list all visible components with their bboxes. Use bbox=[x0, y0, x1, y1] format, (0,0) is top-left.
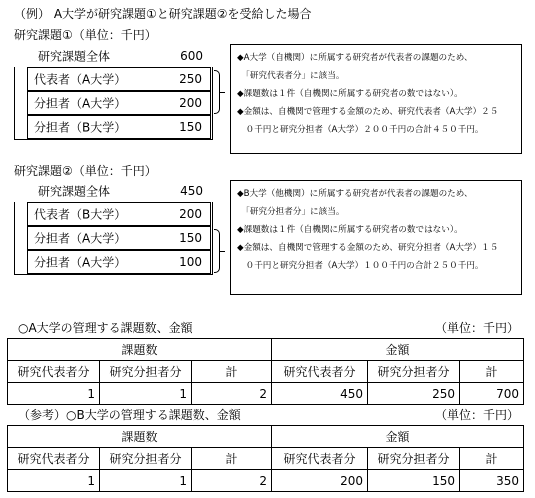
tableB-unit: （単位：千円） bbox=[434, 408, 519, 422]
table-row bbox=[8, 426, 524, 448]
note-line: 「研究代表者分」に該当。 bbox=[237, 71, 345, 81]
tableA-title: ○A大学の管理する課題数、金額 bbox=[18, 321, 193, 335]
note-line: ◆金額は、自機関で管理する金額のため、研究分担者（A大学）１５ bbox=[237, 243, 499, 253]
table-cell: 700 bbox=[460, 383, 524, 405]
column-header: 研究分担者分 bbox=[100, 448, 192, 470]
column-header: 研究代表者分 bbox=[8, 448, 100, 470]
tableB-group-amount: 金額 bbox=[272, 426, 524, 448]
column-header: 計 bbox=[460, 448, 524, 470]
column-header: 研究分担者分 bbox=[368, 448, 460, 470]
column-header: 研究分担者分 bbox=[100, 361, 192, 383]
note-line: ◆金額は、自機関で管理する金額のため、研究代表者（A大学）２５ bbox=[237, 107, 499, 117]
tableB-group-count: 課題数 bbox=[8, 426, 272, 448]
case1-notes bbox=[230, 44, 522, 154]
case2-row-partner-a1 bbox=[27, 226, 211, 250]
case2-row-label: 分担者（A大学） bbox=[34, 255, 127, 270]
table-cell: 2 bbox=[192, 383, 272, 405]
table-cell: 250 bbox=[368, 383, 460, 405]
note-line: ０千円と研究分担者（A大学）２００千円の合計４５０千円。 bbox=[237, 125, 484, 135]
case2-row-total bbox=[14, 180, 213, 202]
case2-row-partner-a2 bbox=[27, 250, 211, 274]
column-header: 研究代表者分 bbox=[272, 448, 368, 470]
note-line: ◆課題数は１件（自機関に所属する研究者の数ではない）。 bbox=[237, 225, 463, 235]
note-line: ◆課題数は１件（自機関に所属する研究者の数ではない）。 bbox=[237, 89, 463, 99]
table-row bbox=[8, 339, 524, 361]
table-row bbox=[8, 361, 524, 383]
column-header: 研究代表者分 bbox=[8, 361, 100, 383]
table-cell: 1 bbox=[100, 470, 192, 492]
case1-row-partner-b bbox=[27, 115, 211, 139]
table-row bbox=[8, 448, 524, 470]
table-cell: 150 bbox=[368, 470, 460, 492]
case2-row-label: 分担者（A大学） bbox=[34, 231, 127, 246]
tableA-group-amount: 金額 bbox=[272, 339, 524, 361]
case1-row-value: 600 bbox=[180, 48, 203, 63]
case1-row-representative bbox=[27, 67, 211, 91]
case2-row-value: 450 bbox=[180, 184, 203, 198]
case2-row-value: 100 bbox=[179, 255, 202, 269]
case1-row-label: 分担者（A大学） bbox=[34, 96, 127, 111]
case1-row-partner-a bbox=[27, 91, 211, 115]
column-header: 計 bbox=[460, 361, 524, 383]
case2-row-label: 研究課題全体 bbox=[38, 184, 111, 199]
table-row bbox=[8, 470, 524, 492]
tableA-unit: （単位：千円） bbox=[434, 321, 519, 335]
case1-row-value: 150 bbox=[179, 120, 202, 134]
table-cell: 350 bbox=[460, 470, 524, 492]
note-line: ０千円と研究分担者（A大学）１００千円の合計２５０千円。 bbox=[237, 261, 484, 271]
case2-row-representative bbox=[27, 202, 211, 226]
case2-bracket bbox=[214, 229, 220, 273]
table-cell: 2 bbox=[192, 470, 272, 492]
case1-row-total bbox=[14, 44, 213, 67]
case2-row-value: 200 bbox=[179, 207, 202, 221]
table-cell: 450 bbox=[272, 383, 368, 405]
table-cell: 1 bbox=[100, 383, 192, 405]
case2-row-label: 代表者（B大学） bbox=[34, 207, 127, 222]
column-header: 研究分担者分 bbox=[368, 361, 460, 383]
note-line: ◆A大学（自機関）に所属する研究者が代表者の課題のため、 bbox=[237, 53, 473, 63]
case2-title: 研究課題②（単位：千円） bbox=[14, 164, 157, 178]
table-row bbox=[8, 383, 524, 405]
column-header: 計 bbox=[192, 361, 272, 383]
table-cell: 1 bbox=[8, 470, 100, 492]
case1-row-label: 研究課題全体 bbox=[38, 49, 111, 63]
tableB bbox=[7, 425, 524, 492]
column-header: 研究代表者分 bbox=[272, 361, 368, 383]
case1-row-value: 250 bbox=[179, 72, 202, 86]
case1-title: 研究課題①（単位：千円） bbox=[14, 28, 157, 42]
table-cell: 200 bbox=[272, 470, 368, 492]
page-heading: （例） A大学が研究課題①と研究課題②を受給した場合 bbox=[14, 7, 312, 21]
column-header: 計 bbox=[192, 448, 272, 470]
case1-row-label: 分担者（B大学） bbox=[34, 120, 127, 135]
tableA bbox=[7, 338, 524, 405]
case2-notes bbox=[230, 180, 522, 295]
tableA-group-count: 課題数 bbox=[8, 339, 272, 361]
note-line: 「研究分担者分」に該当。 bbox=[237, 207, 345, 217]
tableB-title: （参考）○B大学の管理する課題数、金額 bbox=[18, 408, 241, 422]
case1-row-value: 200 bbox=[179, 96, 202, 110]
case1-bracket bbox=[214, 70, 220, 114]
case2-row-value: 150 bbox=[179, 231, 202, 245]
case1-row-label: 代表者（A大学） bbox=[34, 72, 127, 87]
note-line: ◆B大学（他機関）に所属する研究者が代表者の課題のため、 bbox=[237, 189, 473, 199]
table-cell: 1 bbox=[8, 383, 100, 405]
